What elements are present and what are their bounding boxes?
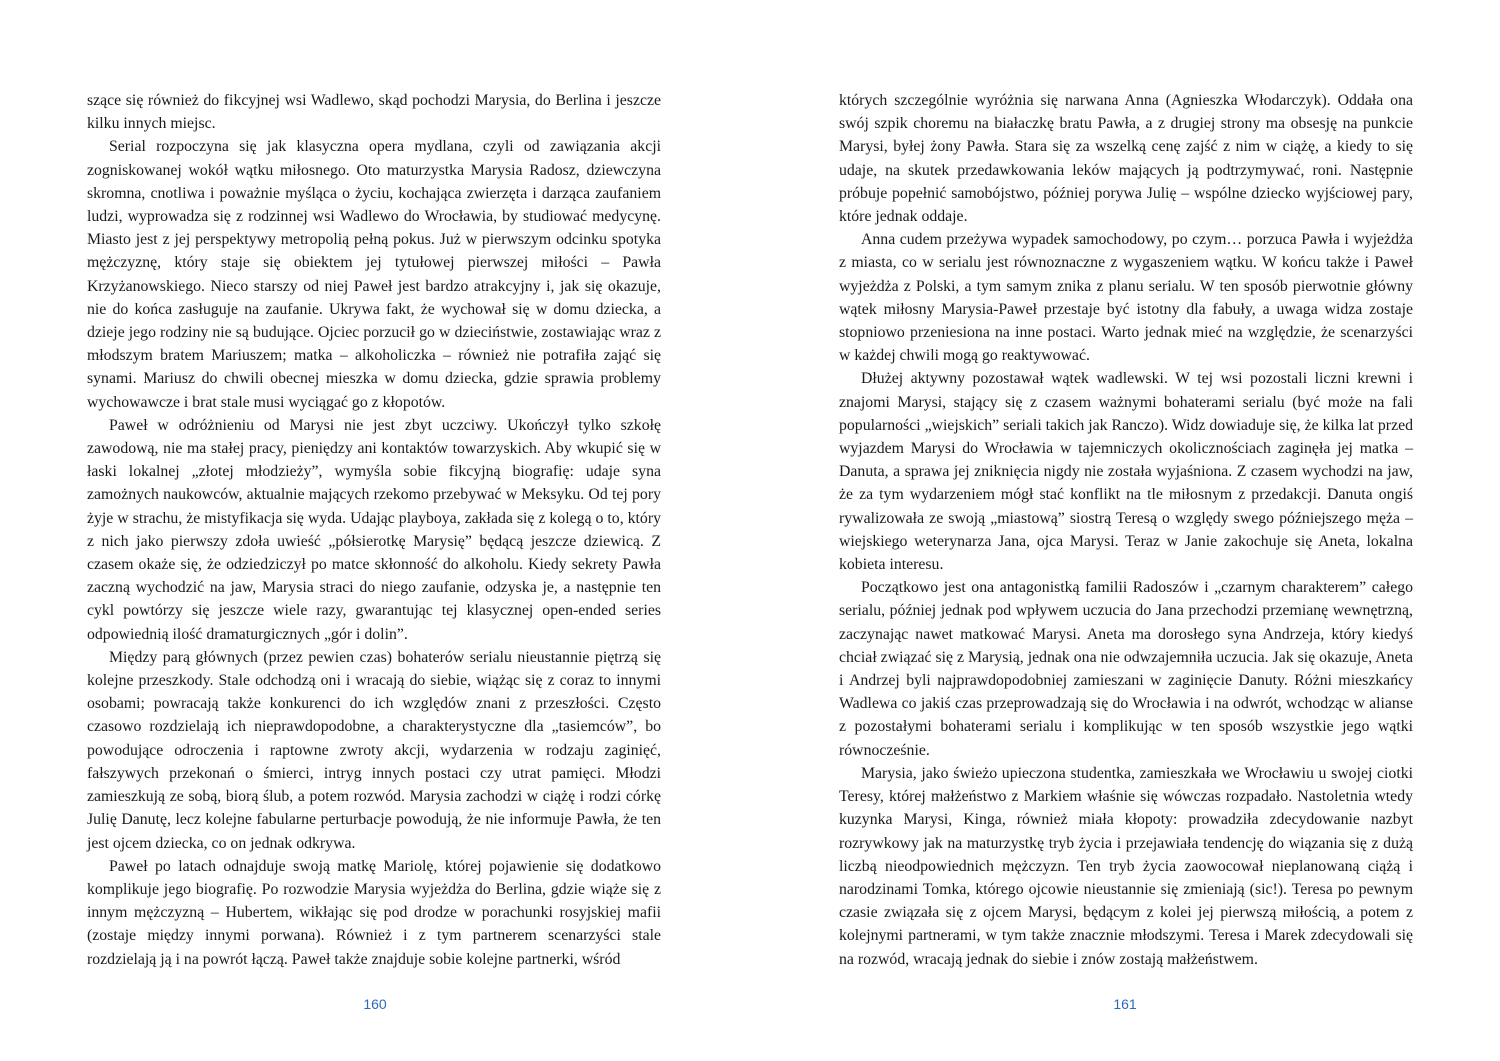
paragraph: których szczególnie wyróżnia się narwana Anna (Agnieszka Włodarczyk). Oddała ona swój szpik choremu na białaczkę bratu Pawła, a z drugiej strony ma obsesję na punkcie Marysi, byłej żony Pawła. Stara się za wszelką cenę zajść z nim w ciążę, a kiedy to się udaje, na skutek przedawkowania leków mających ją podtrzymywać, roni. Następnie próbuje popełnić samobójstwo, później porywa Julię – wspólne dziecko wyjściowej pary, które jednak oddaje.: [839, 92, 1413, 226]
paragraph: Między parą głównych (przez pewien czas) bohaterów serialu nieustannie piętrzą się kolejne przeszkody. Stale odchodzą oni i wracają do siebie, wiążąc się z coraz to innymi osobami; powracają także konkurenci do ich względów znani z przeszłości. Często czasowo rozdzielają ich nieprawdopodobne, a charakterystyczne dla „tasiemców”, bo powodujące odroczenia i raptowne zwroty akcji, wydarzenia w rodzaju zaginięć, fałszywych przekonań o śmierci, intryg innych postaci czy utrat pamięci. Młodzi zamieszkują ze sobą, biorą ślub, a potem rozwód. Marysia zachodzi w ciążę i rodzi córkę Julię Danutę, lecz kolejne fabularne perturbacje powodują, że nie informuje Pawła, że ten jest ojcem dziecka, co on jednak odkrywa.: [87, 648, 661, 852]
page-number: 161: [1113, 996, 1137, 1012]
paragraph: Początkowo jest ona antagonistką familii Radoszów i „czarnym charakterem” całego serialu, później jednak pod wpływem uczucia do Jana przechodzi przemianę wewnętrzną, zaczynając nawet matkować Marysi. Aneta ma dorosłego syna Andrzeja, który kiedyś chciał związać się z Marysią, jednak ona nie odwzajemniła uczucia. Jak się okazuje, Aneta i Andrzej byli najprawdopodobniej zamieszani w zaginięcie Danuty. Różni mieszkańcy Wadlewa co jakiś czas przeprowadzają się do Wrocławia i na odwrót, wchodząc w alianse z pozostałymi bohaterami serialu i komplikując w ten sposób wszystkie jego wątki równocześnie.: [839, 579, 1413, 759]
right-page-text: [839, 89, 1413, 971]
left-page: [87, 89, 661, 971]
paragraph: Paweł po latach odnajduje swoją matkę Mariolę, której pojawienie się dodatkowo komplikuje jego biografię. Po rozwodzie Marysia wyjeżdża do Berlina, gdzie wiąże się z innym mężczyzną – Hubertem, wikłając się pod drodze w porachunki rosyjskiej mafii (zostaje między innymi porwana). Również i z tym partnerem scenarzyści stale rozdzielają ją i na powrót łączą. Paweł także znajduje sobie kolejne partnerki, wśród: [87, 857, 661, 968]
paragraph: Dłużej aktywny pozostawał wątek wadlewski. W tej wsi pozostali liczni krewni i znajomi Marysi, stający się z czasem ważnymi bohaterami serialu (być może na fali popularności „wiejskich” seriali takich jak Ranczo). Widz dowiaduje się, że kilka lat przed wyjazdem Marysi do Wrocławia w tajemniczych okolicznościach zaginęła jej matka – Danuta, a sprawa jej zniknięcia nigdy nie została wyjaśniona. Z czasem wychodzi na jaw, że za tym wydarzeniem mógł stać konflikt na tle miłosnym z przedakcji. Danuta ongiś rywalizowała ze swoją „miastową” siostrą Teresą o względy swego późniejszego męża – wiejskiego weterynarza Jana, ojca Marysi. Teraz w Janie zakochuje się Aneta, lokalna kobieta interesu.: [839, 370, 1413, 574]
paragraph: szące się również do fikcyjnej wsi Wadlewo, skąd pochodzi Marysia, do Berlina i jeszcze kilku innych miejsc.: [87, 92, 661, 133]
paragraph: Paweł w odróżnieniu od Marysi nie jest zbyt uczciwy. Ukończył tylko szkołę zawodową, nie ma stałej pracy, pieniędzy ani kontaktów towarzyskich. Aby wkupić się w łaski lokalnej „złotej młodzieży”, wymyśla sobie fikcyjną biografię: udaje syna zamożnych naukowców, aktualnie mających rzekomo przebywać w Meksyku. Od tej pory żyje w strachu, że mistyfikacja się wyda. Udając playboya, zakłada się z kolegą o to, który z nich jako pierwszy zdoła uwieść „półsierotkę Marysię” będącą jeszcze dziewicą. Z czasem okaże się, że odziedziczył po matce skłonność do alkoholu. Kiedy sekrety Pawła zaczną wychodzić na jaw, Marysia straci do niego zaufanie, odzyska je, a następnie ten cykl powtórzy się jeszcze wiele razy, gwarantując tej klasycznej open-ended series odpowiednią ilość dramaturgicznych „gór i dolin”.: [87, 416, 661, 643]
right-page: [839, 89, 1413, 971]
left-page-text: [87, 89, 661, 971]
page-number: 160: [363, 996, 387, 1012]
paragraph: Marysia, jako świeżo upieczona studentka, zamieszkała we Wrocławiu u swojej ciotki Teresy, której małżeństwo z Markiem właśnie się wówczas rozpadało. Nastoletnia wtedy kuzynka Marysi, Kinga, również miała kłopoty: prowadziła zdecydowanie nazbyt rozrywkowy jak na maturzystkę tryb życia i przejawiała tendencję do wiązania się z dużą liczbą nieodpowiednich mężczyzn. Ten tryb życia zaowocował nieplanowaną ciążą i narodzinami Tomka, którego ojcowie nieustannie się zmieniają (sic!). Teresa po pewnym czasie związała się z ojcem Marysi, będącym z kolei jej pierwszą miłością, a potem z kolejnymi partnerami, w tym także znacznie młodszymi. Teresa i Marek zdecydowali się na rozwód, wracają jednak do siebie i znów zostają małżeństwem.: [839, 764, 1413, 968]
paragraph: Anna cudem przeżywa wypadek samochodowy, po czym… porzuca Pawła i wyjeżdża z miasta, co w serialu jest równoznaczne z wygaszeniem wątku. W końcu także i Paweł wyjeżdża z Polski, a tym samym znika z planu serialu. W ten sposób pierwotnie główny wątek miłosny Marysia-Paweł przestaje być istotny dla fabuły, a uwaga widza zostaje stopniowo przeniesiona na inne postaci. Warto jednak mieć na względzie, że scenarzyści w każdej chwili mogą go reaktywować.: [839, 231, 1413, 365]
paragraph: Serial rozpoczyna się jak klasyczna opera mydlana, czyli od zawiązania akcji zogniskowanej wokół wątku miłosnego. Oto maturzystka Marysia Radosz, dziewczyna skromna, cnotliwa i poważnie myśląca o życiu, kochająca zwierzęta i darząca zaufaniem ludzi, wyprowadza się z rodzinnej wsi Wadlewo do Wrocławia, by studiować medycynę. Miasto jest z jej perspektywy metropolią pełną pokus. Już w pierwszym odcinku spotyka mężczyznę, który staje się obiektem jej tytułowej pierwszej miłości – Pawła Krzyżanowskiego. Nieco starszy od niej Paweł jest bardzo atrakcyjny i, jak się okazuje, nie do końca zasługuje na zaufanie. Ukrywa fakt, że wychował się w domu dziecka, a dzieje jego rodziny nie są budujące. Ojciec porzucił go w dzieciństwie, zostawiając wraz z młodszym bratem Mariuszem; matka – alkoholiczka – również nie potrafiła zająć się synami. Mariusz do chwili obecnej mieszka w domu dziecka, gdzie sprawia problemy wychowawcze i brat stale musi wyciągać go z kłopotów.: [87, 138, 661, 411]
